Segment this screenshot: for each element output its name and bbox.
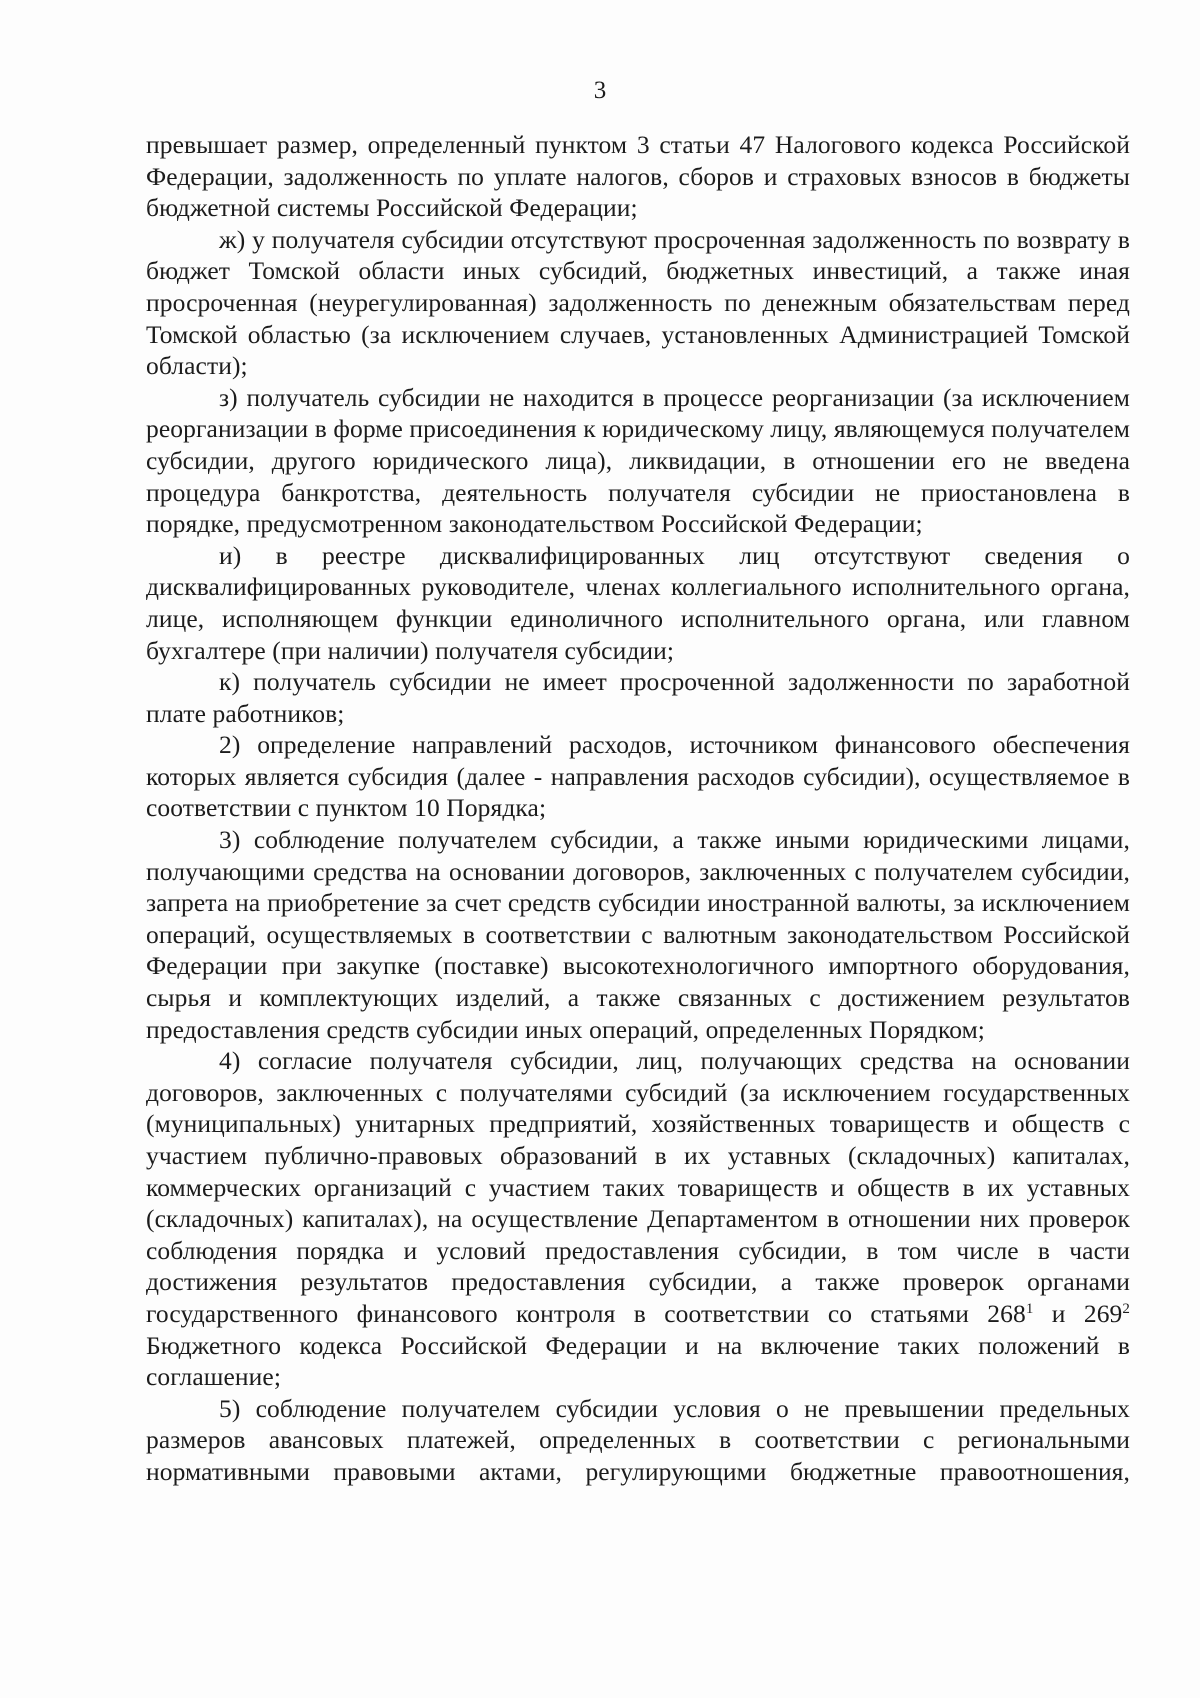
paragraph-item-i: и) в реестре дисквалифицированных лиц отсутствуют сведения о дисквалифицированных руководителе, членах коллегиального исполнительного органа, лице, исполняющем функции единоличного исполнительного органа, или главном бухгалтере (при наличии) получателя субсидии;	[146, 540, 1130, 665]
superscript-2: 2	[1122, 1300, 1130, 1317]
page-number: 3	[593, 77, 607, 104]
paragraph-item-4-text: 4) согласие получателя субсидии, лиц, получающих средства на основании договоров, заключенных с получателями субсидий (за исключением государственных (муниципальных) унитарных предприятий, хозяйственных товариществ и обществ с участием публично-правовых образований в их уставных (складочных) капиталах, коммерческих организаций с участием таких товариществ и обществ в их уставных (складочных) капиталах), на осуществление Департаментом в отношении них проверок соблюдения порядка и условий предоставления субсидии, в том числе в части достижения результатов предоставления субсидии, а также проверок органами государственного финансового контроля в соответствии со статьями 268	[146, 1046, 1130, 1328]
paragraph-item-2: 2) определение направлений расходов, источником финансового обеспечения которых является субсидия (далее - направления расходов субсидии), осуществляемое в соответствии с пунктом 10 Порядка;	[146, 730, 1130, 823]
paragraph-item-k: к) получатель субсидии не имеет просроченной задолженности по заработной плате работников;	[146, 667, 1130, 728]
superscript-1: 1	[1025, 1300, 1034, 1317]
paragraph-continuation: превышает размер, определенный пунктом 3 статьи 47 Налогового кодекса Российской Федерации, задолженность по уплате налогов, сборов и страховых взносов в бюджеты бюджетной системы Российской Федерации;	[146, 130, 1130, 223]
paragraph-item-4-end: Бюджетного кодекса Российской Федерации и на включение таких положений в соглашение;	[146, 1330, 1130, 1392]
paragraph-item-4-between: и 269	[1033, 1298, 1123, 1328]
paragraph-item-z: з) получатель субсидии не находится в процессе реорганизации (за исключением реорганизации в форме присоединения к юридическому лицу, являющемуся получателем субсидии, другого юридического лица), ликвидации, в отношении его не введена процедура банкротства, деятельность получателя субсидии не приостановлена в порядке, предусмотренном законодательством Российской Федерации;	[146, 382, 1130, 539]
paragraph-item-4	[146, 1045, 1130, 1393]
document-body	[146, 129, 1130, 1488]
paragraph-item-5: 5) соблюдение получателем субсидии условия о не превышении предельных размеров авансовых платежей, определенных в соответствии с региональными нормативными правовыми актами, регулирующими бюджетные правоотношения,	[146, 1393, 1130, 1486]
paragraph-item-3: 3) соблюдение получателем субсидии, а также иными юридическими лицами, получающими средства на основании договоров, заключенных с получателем субсидии, запрета на приобретение за счет средств субсидии иностранной валюты, за исключением операций, осуществляемых в соответствии с валютным законодательством Российской Федерации при закупке (поставке) высокотехнологичного импортного оборудования, сырья и комплектующих изделий, а также связанных с достижением результатов предоставления средств субсидии иных операций, определенных Порядком;	[146, 825, 1130, 1044]
paragraph-item-zh: ж) у получателя субсидии отсутствуют просроченная задолженность по возврату в бюджет Томской области иных субсидий, бюджетных инвестиций, а также иная просроченная (неурегулированная) задолженность по денежным обязательствам перед Томской областью (за исключением случаев, установленных Администрацией Томской области);	[146, 224, 1130, 381]
